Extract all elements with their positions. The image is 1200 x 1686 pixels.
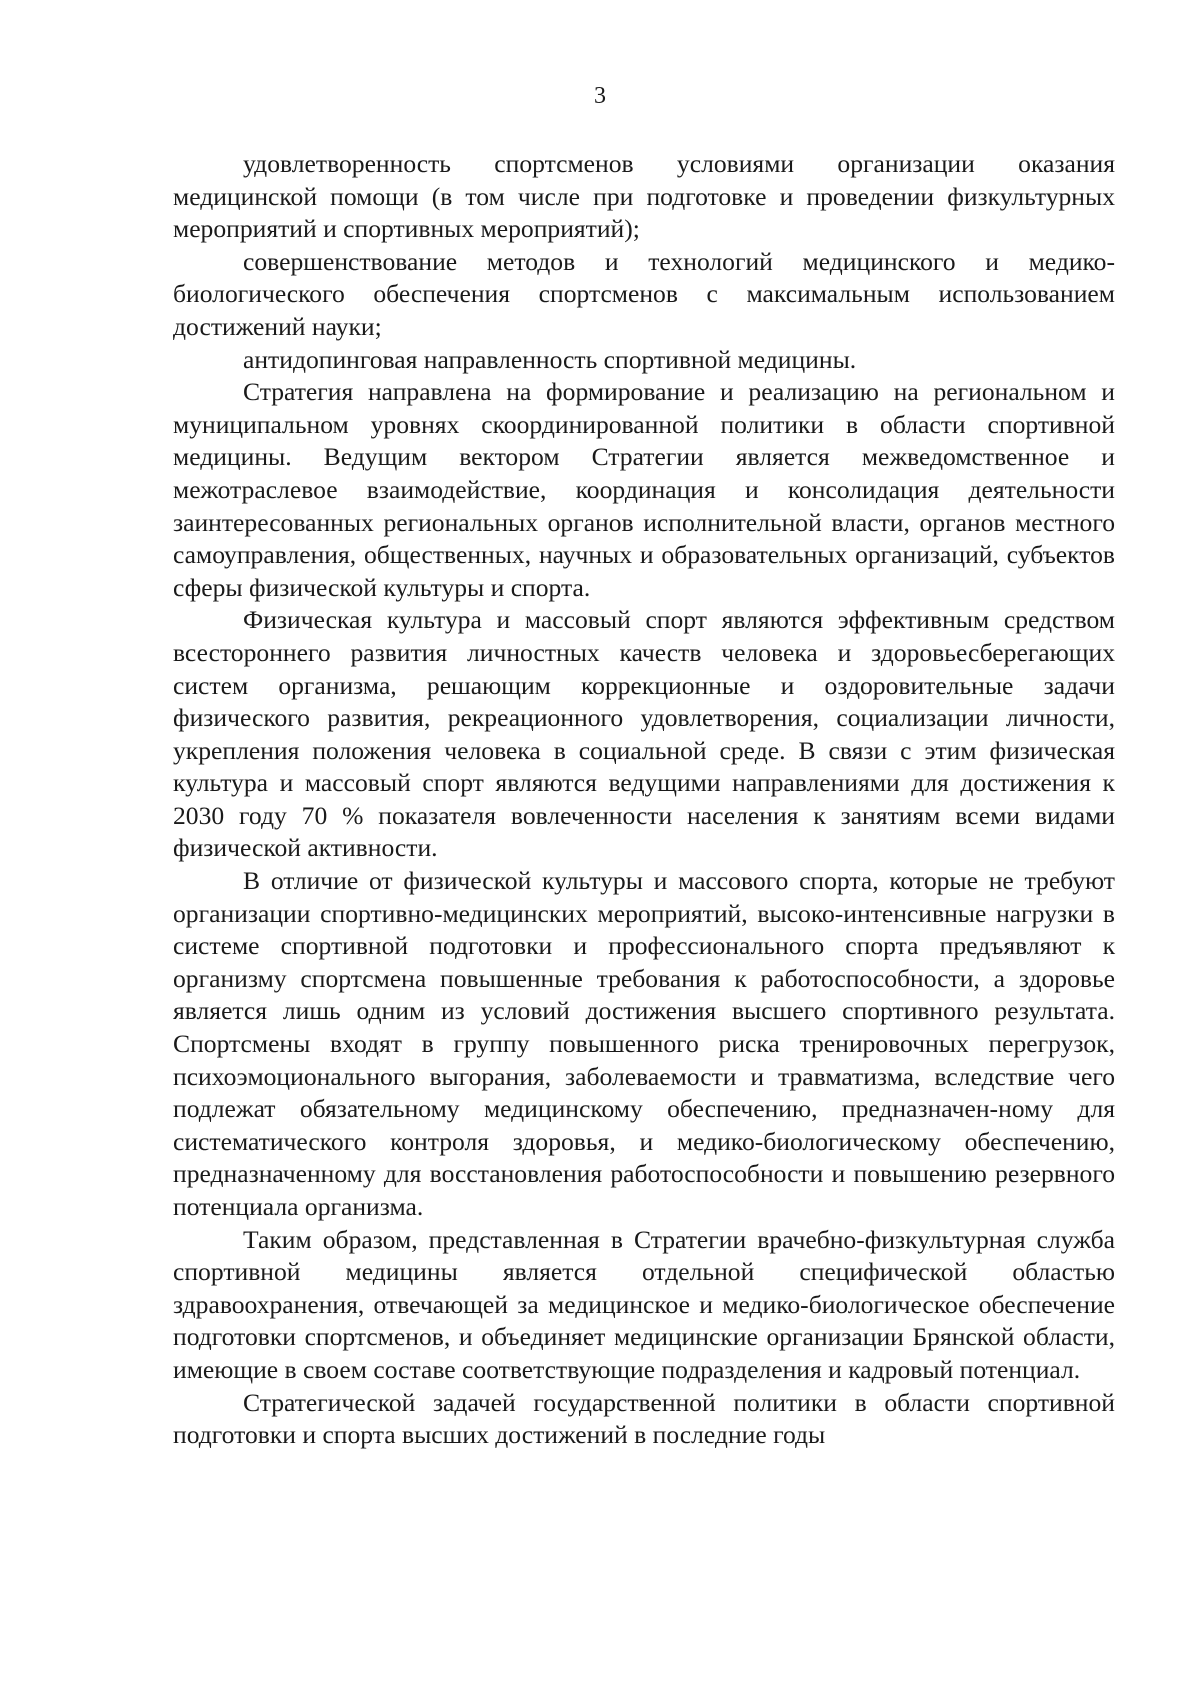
paragraph: Таким образом, представленная в Стратегии врачебно-физкультурная служба спортивной медицины является отдельной специфической областью здравоохранения, отвечающей за медицинское и медико-биологическое обеспечение подготовки спортсменов, и объединяет медицинские организации Брянской области, имеющие в своем составе соответствующие подразделения и кадровый потенциал. — [173, 1224, 1115, 1384]
paragraph: удовлетворенность спортсменов условиями организации оказания медицинской помощи (в том числе при подготовке и проведении физкультурных мероприятий и спортивных мероприятий); — [173, 149, 1115, 244]
body-text — [173, 148, 1115, 1452]
paragraph: В отличие от физической культуры и массового спорта, которые не требуют организации спортивно-медицинских мероприятий, высоко-интенсивные нагрузки в системе спортивной подготовки и профессионального спорта предъявляют к организму спортсмена повышенные требования к работоспособности, а здоровье является лишь одним из условий достижения высшего спортивного результата. Спортсмены входят в группу повышенного риска тренировочных перегрузок, психоэмоционального выгорания, заболеваемости и травматизма, вследствие чего подлежат обязательному медицинскому обеспечению, предназначен-ному для систематического контроля здоровья, и медико-биологическому обеспечению, предназначенному для восстановления работоспособности и повышению резервного потенциала организма. — [173, 866, 1115, 1221]
paragraph: Физическая культура и массовый спорт являются эффективным средством всестороннего развития личностных качеств человека и здоровьесберегающих систем организма, решающим коррекционные и оздоровительные задачи физического развития, рекреационного удовлетворения, социализации личности, укрепления положения человека в социальной среде. В связи с этим физическая культура и массовый спорт являются ведущими направлениями для достижения к 2030 году 70 % показателя вовлеченности населения к занятиям всеми видами физической активности. — [173, 605, 1115, 863]
paragraph: Стратегической задачей государственной политики в области спортивной подготовки и спорта высших достижений в последние годы — [173, 1387, 1115, 1450]
paragraph: антидопинговая направленность спортивной медицины. — [243, 344, 857, 374]
paragraph: Стратегия направлена на формирование и реализацию на региональном и муниципальном уровнях скоординированной политики в области спортивной медицины. Ведущим вектором Стратегии является межведомственное и межотраслевое взаимодействие, координация и консолидация деятельности заинтересованных региональных органов исполнительной власти, органов местного самоуправления, общественных, научных и образовательных организаций, субъектов сферы физической культуры и спорта. — [173, 377, 1115, 602]
paragraph: совершенствование методов и технологий медицинского и медико-биологического обеспечения спортсменов с максимальным использованием достижений науки; — [173, 246, 1115, 341]
page-number: 3 — [594, 83, 606, 109]
